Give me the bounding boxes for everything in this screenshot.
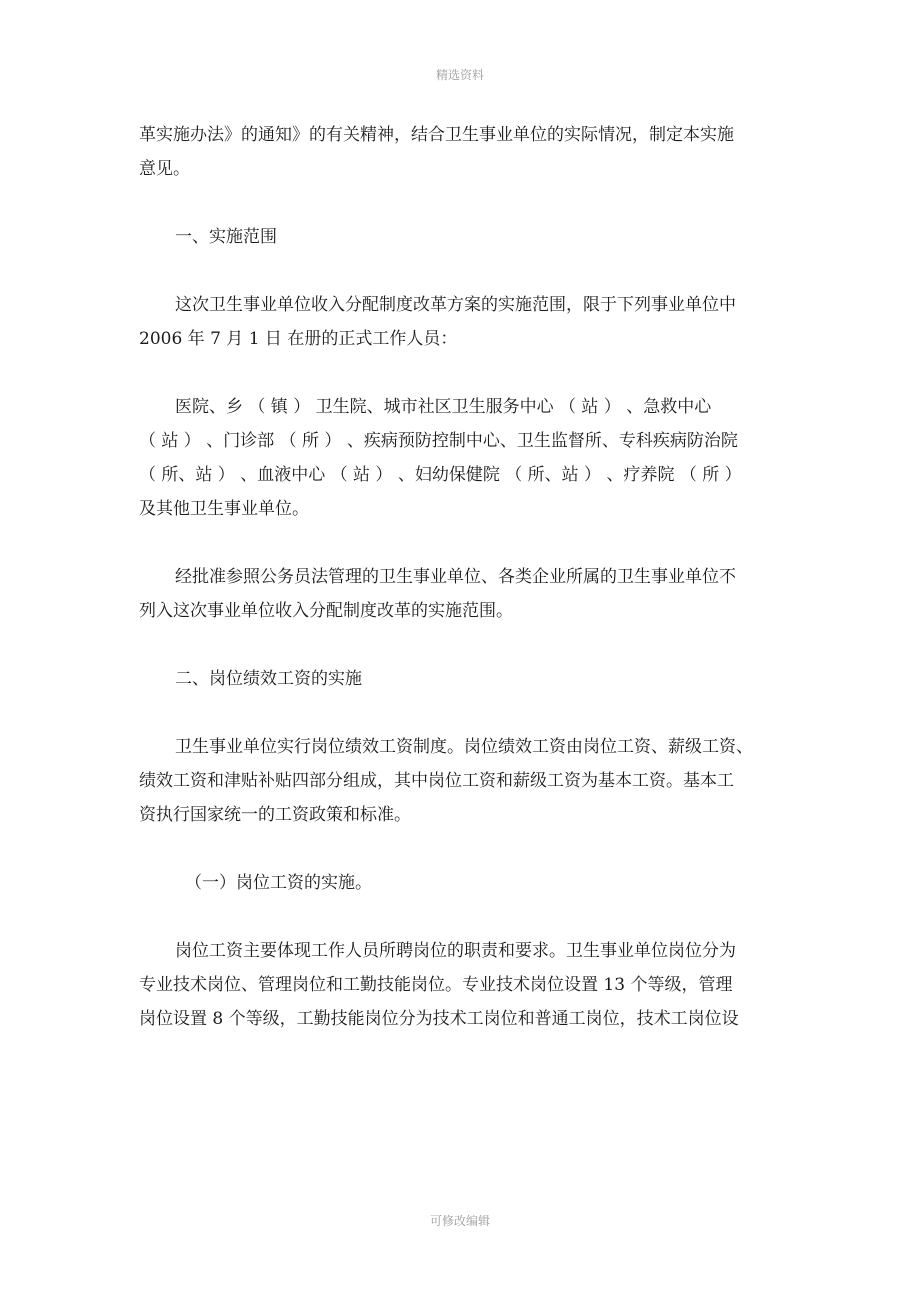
- text-line: 意见。: [139, 159, 190, 179]
- paragraph-post-salary: [139, 934, 783, 1036]
- paragraph-exclusion: [139, 560, 783, 628]
- text-line: 岗位设置 8 个等级，工勤技能岗位分为技术工岗位和普通工岗位，技术工岗位设: [139, 1009, 739, 1029]
- heading-text: 一、实施范围: [175, 227, 277, 247]
- section-heading-scope: [139, 220, 783, 254]
- text-line: 列入这次事业单位收入分配制度改革的实施范围。: [139, 601, 513, 621]
- text-line: 医院、乡 （ 镇 ） 卫生院、城市社区卫生服务中心 （ 站 ） 、急救中心: [175, 397, 712, 417]
- text-line: 经批准参照公务员法管理的卫生事业单位、各类企业所属的卫生事业单位不: [175, 567, 736, 587]
- text-line: 2006 年 7 月 1 日 在册的正式工作人员：: [139, 329, 458, 349]
- document-body: [139, 118, 783, 1070]
- text-line: 卫生事业单位实行岗位绩效工资制度。岗位绩效工资由岗位工资、薪级工资、: [175, 737, 753, 757]
- paragraph-scope: [139, 288, 783, 356]
- text-line: （ 站 ） 、门诊部 （ 所 ） 、疾病预防控制中心、卫生监督所、专科疾病防治院: [139, 431, 738, 451]
- paragraph-unit-list: [139, 390, 783, 526]
- subsection-heading-post-salary: [139, 866, 783, 900]
- text-line: 资执行国家统一的工资政策和标准。: [139, 805, 411, 825]
- text-line: 及其他卫生事业单位。: [139, 499, 309, 519]
- paragraph-pay-system: [139, 730, 783, 832]
- paragraph-intro-continuation: [139, 118, 783, 186]
- heading-text: （一）岗位工资的实施。: [185, 873, 372, 893]
- text-line: （ 所、站 ） 、血液中心 （ 站 ） 、妇幼保健院 （ 所、站 ） 、疗养院 （ 所 ）: [139, 465, 742, 485]
- text-line: 绩效工资和津贴补贴四部分组成，其中岗位工资和薪级工资为基本工资。基本工: [139, 771, 734, 791]
- heading-text: 二、岗位绩效工资的实施: [175, 669, 362, 689]
- text-line: 这次卫生事业单位收入分配制度改革方案的实施范围，限于下列事业单位中: [175, 295, 736, 315]
- page-footer: 可修改编辑: [429, 1214, 490, 1228]
- section-heading-performance-pay: [139, 662, 783, 696]
- text-line: 专业技术岗位、管理岗位和工勤技能岗位。专业技术岗位设置 13 个等级，管理: [139, 975, 733, 995]
- text-line: 革实施办法》的通知》的有关精神，结合卫生事业单位的实际情况，制定本实施: [139, 125, 734, 145]
- page-header: 精选资料: [435, 68, 484, 82]
- text-line: 岗位工资主要体现工作人员所聘岗位的职责和要求。卫生事业单位岗位分为: [175, 941, 736, 961]
